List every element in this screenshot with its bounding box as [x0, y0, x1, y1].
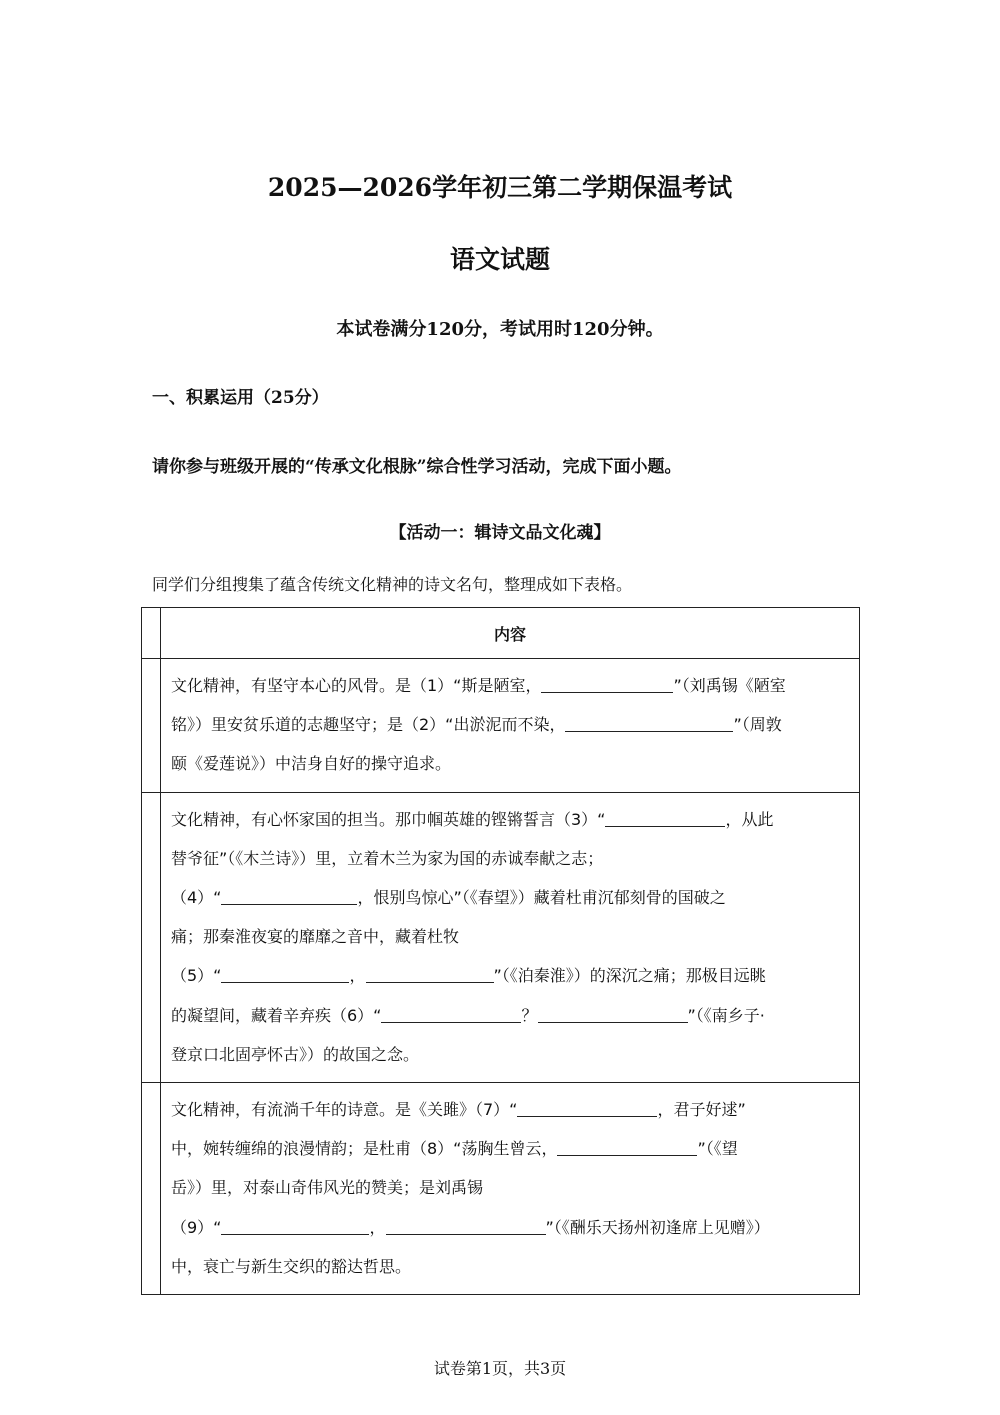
table-row [142, 659, 860, 793]
table-index-cell [142, 659, 161, 793]
answer-blank[interactable] [386, 1216, 546, 1235]
text-line: 文化精神，有坚守本心的风骨。是（1）“斯是陋室， ”（刘禹锡《陋室 [171, 676, 786, 695]
text-line: 替爷征”（《木兰诗》）里，立着木兰为家为国的赤诚奉献之志； [171, 848, 604, 868]
intro-text: 同学们分组搜集了蕴含传统文化精神的诗文名句，整理成如下表格。 [152, 575, 633, 594]
text-line: 铭》）里安贫乐道的志趣坚守；是（2）“出淤泥而不染， ”（周敦 [171, 715, 782, 735]
table-row [142, 1083, 860, 1295]
subject-title: 语文试题 [449, 245, 550, 274]
answer-blank[interactable] [538, 1004, 688, 1023]
table-cell-content [161, 1083, 860, 1295]
table-header-row [142, 608, 860, 659]
activity-title: 【活动一：辑诗文品文化魂】 [389, 523, 611, 543]
answer-blank[interactable] [565, 713, 733, 732]
text-line: （4）“ ，恨别鸟惊心”（《春望》）藏着杜甫沉郁刻骨的国破之 [171, 888, 726, 908]
table-index-cell [142, 792, 161, 1082]
text-line: 中，婉转缠绵的浪漫情韵；是杜甫（8）“荡胸生曾云， ”（《望 [171, 1139, 738, 1159]
exam-note: 本试卷满分120分，考试用时120分钟。 [336, 319, 664, 340]
answer-blank[interactable] [557, 1137, 697, 1156]
section-heading: 一、积累运用（25分） [152, 388, 329, 408]
page-footer: 试卷第1页，共3页 [433, 1359, 567, 1378]
answer-blank[interactable] [221, 964, 349, 983]
answer-blank[interactable] [517, 1098, 657, 1117]
instruction-text: 请你参与班级开展的“传承文化根脉”综合性学习活动，完成下面小题。 [152, 457, 682, 477]
answer-blank[interactable] [381, 1004, 521, 1023]
answer-blank[interactable] [541, 674, 673, 693]
answer-blank[interactable] [221, 1216, 369, 1235]
table-cell-content [161, 659, 860, 793]
text-line: 文化精神，有心怀家国的担当。那巾帼英雄的铿锵誓言（3）“ ，从此 [171, 809, 774, 829]
text-line: （9）“ ， ”（《酬乐天扬州初逢席上见赠》） [171, 1217, 770, 1237]
answer-blank[interactable] [221, 886, 357, 905]
table-header-content: 内容 [161, 608, 860, 659]
text-line: 颐《爱莲说》）中洁身自好的操守追求。 [171, 754, 452, 774]
table-index-cell [142, 608, 161, 659]
text-line: 的凝望间，藏着辛弃疾（6）“ ？ ”（《南乡子· [171, 1005, 765, 1025]
text-line: （5）“ ， ”（《泊秦淮》）的深沉之痛；那极目远眺 [171, 966, 766, 986]
answer-blank[interactable] [366, 964, 494, 983]
poetry-table [141, 607, 860, 1295]
table-index-cell [142, 1083, 161, 1295]
text-line: 痛；那秦淮夜宴的靡靡之音中，藏着杜牧 [171, 927, 460, 947]
text-line: 中，衰亡与新生交织的豁达哲思。 [171, 1256, 412, 1276]
table-row [142, 792, 860, 1082]
text-line: 岳》）里，对泰山奇伟风光的赞美；是刘禹锡 [171, 1178, 484, 1198]
text-line: 文化精神，有流淌千年的诗意。是《关雎》（7）“ ，君子好逑” [171, 1100, 746, 1120]
exam-main-title: 2025—2026学年初三第二学期保温考试 [267, 173, 733, 202]
table-cell-content [161, 792, 860, 1082]
text-line: 登京口北固亭怀古》）的故国之念。 [171, 1044, 420, 1064]
answer-blank[interactable] [605, 808, 725, 827]
